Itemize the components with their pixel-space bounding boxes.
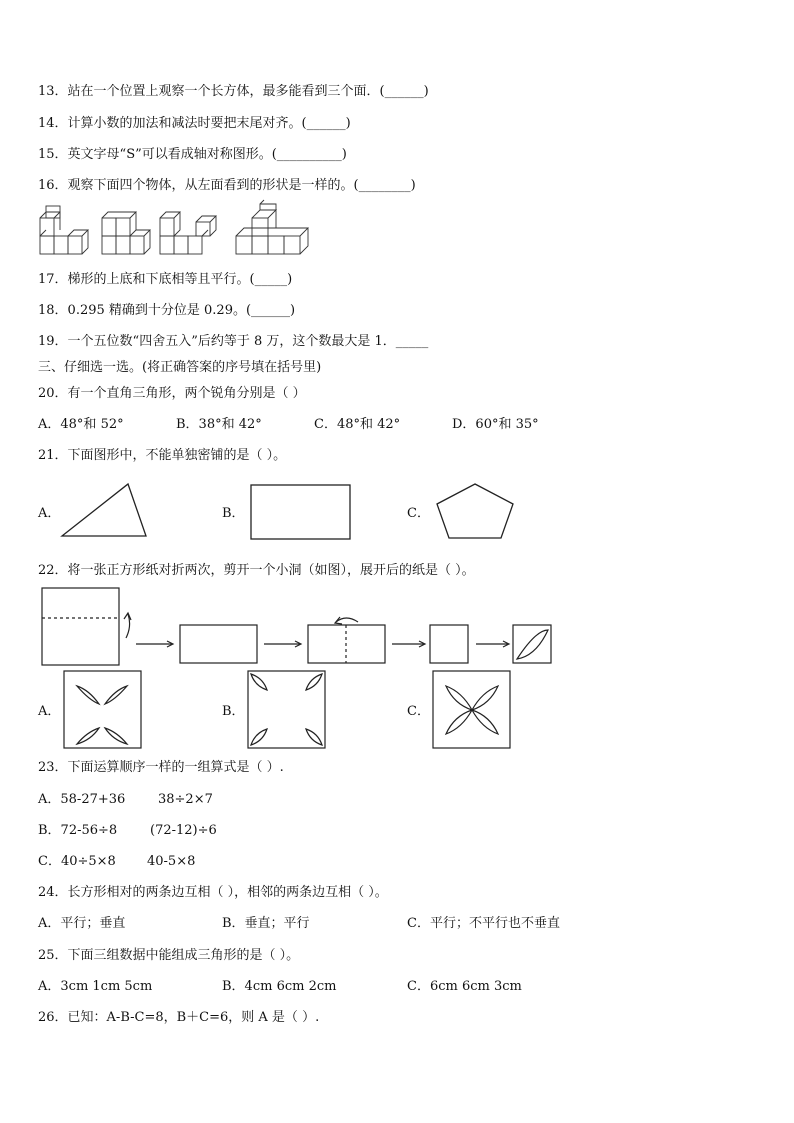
- question-26: 26．已知：A-B-C=8，B＋C=6，则 A 是（ ）.: [38, 1010, 320, 1025]
- q25-option-b: B．4cm 6cm 2cm: [222, 979, 337, 994]
- folded-rectangle: [180, 625, 257, 663]
- q22-label-b: B．: [222, 704, 245, 719]
- square-paper: [42, 588, 119, 665]
- question-17: 17．梯形的上底和下底相等且平行。(_____): [38, 272, 293, 287]
- q24-option-b: B．垂直；平行: [222, 916, 310, 931]
- triangle-shape: [58, 482, 150, 538]
- q24-option-c: C．平行；不平行也不垂直: [407, 916, 560, 931]
- q20-option-a: A．48°和 52°: [38, 417, 124, 432]
- question-19: 19．一个五位数“四舍五入”后约等于 8 万，这个数最大是 1．_____: [38, 334, 429, 349]
- cube-figure-4: [236, 200, 308, 254]
- q20-option-d: D．60°和 35°: [452, 417, 539, 432]
- q20-option-c: C．48°和 42°: [314, 417, 401, 432]
- cube-stack-figure: [38, 200, 328, 262]
- q23-option-b-left: B．72-56÷8: [38, 823, 118, 838]
- question-20: 20．有一个直角三角形，两个锐角分别是（ ）: [38, 386, 306, 401]
- question-14: 14．计算小数的加法和减法时要把末尾对齐。(______): [38, 116, 351, 131]
- question-15: 15．英文字母“S”可以看成轴对称图形。(__________): [38, 147, 347, 162]
- question-21: 21．下面图形中，不能单独密铺的是（ ）。: [38, 448, 287, 463]
- section-3-heading: 三、仔细选一选。(将正确答案的序号填在括号里): [38, 360, 322, 375]
- question-18: 18．0.295 精确到十分位是 0.29。(______): [38, 303, 296, 318]
- cube-figure-2: [102, 212, 150, 254]
- question-22: 22．将一张正方形纸对折两次，剪开一个小洞（如图），展开后的纸是（ ）。: [38, 563, 475, 578]
- q23-option-b-right: (72-12)÷6: [150, 823, 217, 838]
- pentagon-shape: [435, 482, 517, 540]
- q23-option-a-left: A．58-27+36: [38, 792, 126, 807]
- fold-curve-arrow: [126, 614, 130, 638]
- question-25: 25．下面三组数据中能组成三角形的是（ ）。: [38, 948, 300, 963]
- q23-option-c-right: 40-5×8: [147, 854, 196, 869]
- cube-figure-1: [40, 206, 88, 254]
- question-24: 24．长方形相对的两条边互相（ ），相邻的两条边互相（ ）。: [38, 885, 388, 900]
- rectangle-shape: [250, 484, 352, 540]
- question-16: 16．观察下面四个物体，从左面看到的形状是一样的。(________): [38, 178, 416, 193]
- q24-option-a: A．平行；垂直: [38, 916, 126, 931]
- q25-option-a: A．3cm 1cm 5cm: [38, 979, 153, 994]
- cube-figure-3: [160, 212, 216, 254]
- q21-label-c: C．: [407, 506, 430, 521]
- q25-option-c: C．6cm 6cm 3cm: [407, 979, 522, 994]
- folding-process-figure: [40, 586, 556, 668]
- question-23: 23．下面运算顺序一样的一组算式是（ ）.: [38, 760, 284, 775]
- q22-label-a: A．: [38, 704, 61, 719]
- q22-option-b-figure: [247, 670, 327, 750]
- q23-option-c-left: C．40÷5×8: [38, 854, 116, 869]
- q21-label-a: A．: [38, 506, 61, 521]
- q21-label-b: B．: [222, 506, 245, 521]
- q23-option-a-right: 38÷2×7: [158, 792, 213, 807]
- question-13: 13．站在一个位置上观察一个长方体，最多能看到三个面．(______): [38, 84, 429, 99]
- q22-label-c: C．: [407, 704, 430, 719]
- petal-cutout: [517, 630, 548, 659]
- q20-option-b: B．38°和 42°: [176, 417, 262, 432]
- q22-option-a-figure: [63, 670, 143, 750]
- q22-option-c-figure: [432, 670, 512, 750]
- folded-square: [430, 625, 468, 663]
